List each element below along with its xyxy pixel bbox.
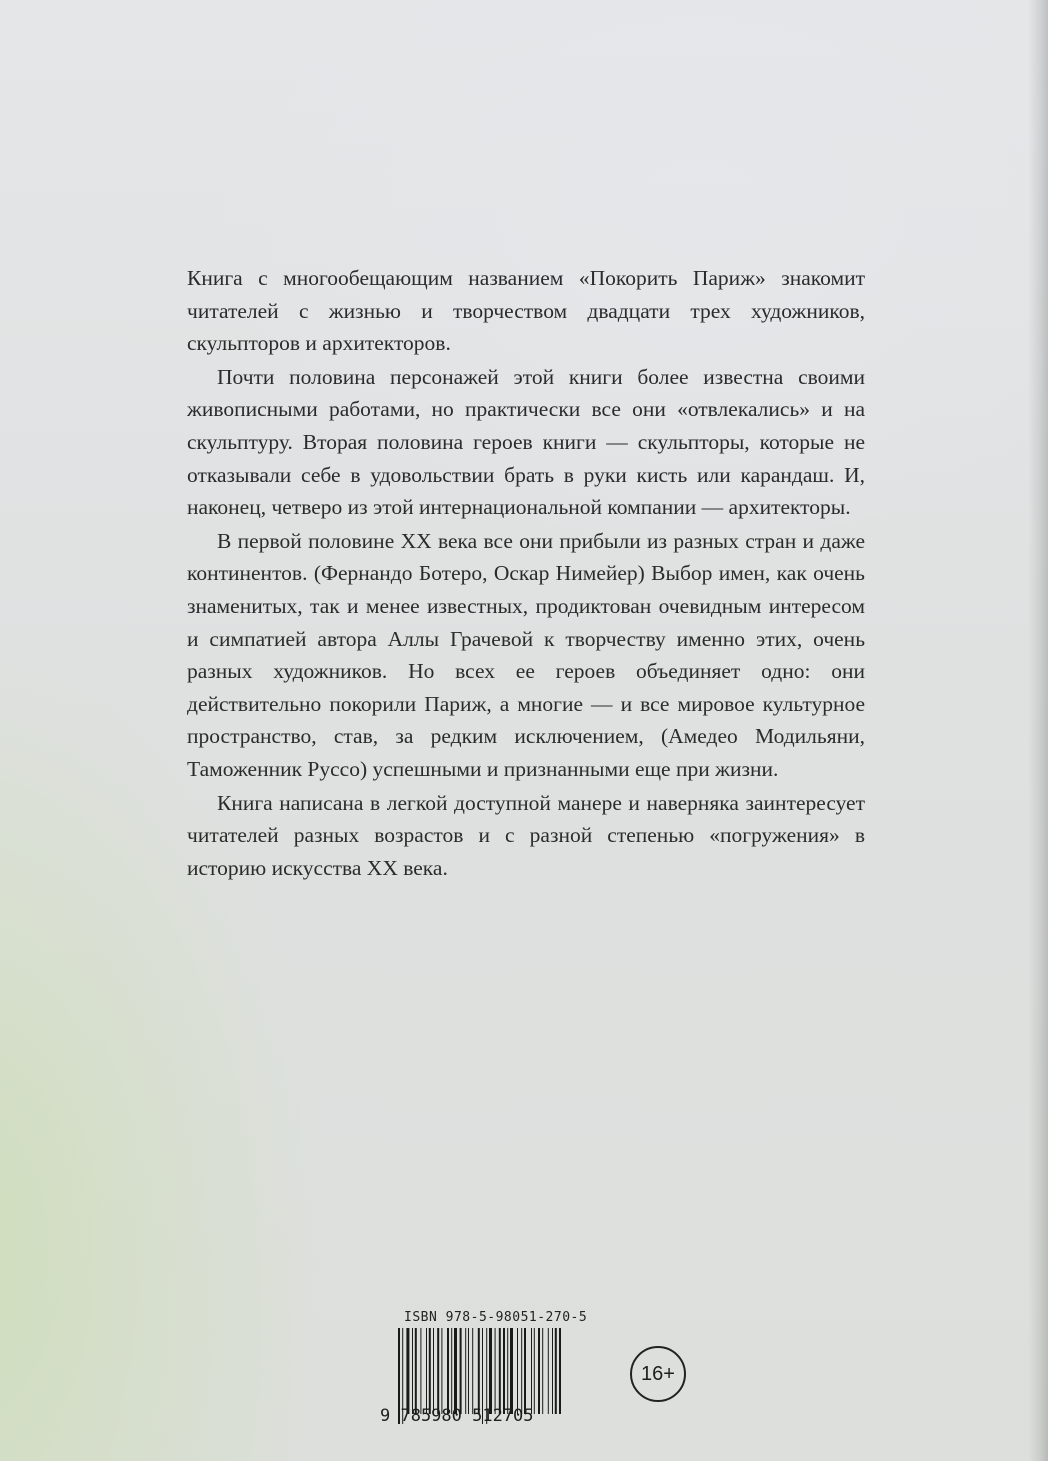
barcode-bar	[499, 1328, 501, 1414]
barcode-bar	[415, 1328, 417, 1414]
barcode-bar	[406, 1328, 409, 1414]
barcode-bar	[542, 1328, 543, 1414]
barcode-bar	[548, 1328, 549, 1414]
barcode-digits: 9 785980 512705	[380, 1406, 534, 1426]
barcode-bar	[433, 1328, 434, 1414]
barcode-bar	[521, 1328, 522, 1414]
barcode-bar	[503, 1328, 505, 1414]
barcode-bar	[531, 1328, 532, 1414]
barcode-bar	[517, 1328, 518, 1414]
age-rating-label: 16+	[641, 1362, 675, 1385]
barcode-bar	[495, 1328, 496, 1414]
barcode-bar	[441, 1328, 442, 1414]
barcode-bar	[465, 1328, 466, 1414]
barcode-bar	[451, 1328, 452, 1414]
barcode-bar	[552, 1328, 553, 1414]
barcode-bar	[489, 1328, 492, 1414]
barcode-bar	[478, 1328, 480, 1414]
barcode-bar	[538, 1328, 540, 1414]
barcode-bar	[510, 1328, 513, 1414]
spine-edge	[1028, 0, 1048, 1461]
barcode-bar	[426, 1328, 427, 1414]
barcode-bar	[472, 1328, 473, 1414]
barcode-bar	[559, 1328, 561, 1414]
barcode-bar	[454, 1328, 457, 1414]
age-rating-badge	[630, 1346, 686, 1402]
annotation-paragraph-3: В первой половине XX века все они прибыли из разных стран и даже континентов. (Фернандо Ботеро, Оскар Нимейер) Выбор имен, как очень знаменитых, так и менее известных, продиктован очевидным интересом и симпатией автора Аллы Грачевой к творчеству именно этих, очень разных художников. Но всех ее героев объединяет одно: они действительно покорили Париж, а многие — и все мировое культурное пространство, став, за редким исключением, (Амедео Модильяни, Таможенник Руссо) успешными и признанными еще при жизни.	[187, 528, 865, 781]
book-annotation	[187, 262, 865, 885]
barcode-bar	[524, 1328, 526, 1414]
annotation-paragraph-1: Книга с многообещающим названием «Покорить Париж» знакомит читателей с жизнью и творчеством двадцати трех художников, скульпторов и архитекторов.	[187, 266, 865, 356]
isbn-label: ISBN 978-5-98051-270-5	[404, 1310, 588, 1325]
barcode-bar	[429, 1328, 431, 1414]
barcode-bar	[468, 1328, 469, 1414]
barcode-bar	[507, 1328, 508, 1414]
barcode-bar	[412, 1328, 413, 1414]
barcode-bar	[460, 1328, 462, 1414]
barcode-bar	[555, 1328, 557, 1414]
barcode-bar	[447, 1328, 449, 1414]
annotation-paragraph-2: Почти половина персонажей этой книги более известна своими живописными работами, но практически все они «отвлекались» и на скульптуру. Вторая половина героев книги — скульпторы, которые не отказывали себе в удовольствии брать в руки кисть или карандаш. И, наконец, четверо из этой интернациональной компании — архитекторы.	[187, 364, 865, 520]
annotation-paragraph-4: Книга написана в легкой доступной манере и наверняка заинтересует читателей разных возрастов и с разной степенью «погружения» в историю искусства XX века.	[187, 790, 865, 880]
barcode-bar	[437, 1328, 439, 1414]
barcode-bar	[534, 1328, 535, 1414]
barcode-bar	[420, 1328, 421, 1414]
